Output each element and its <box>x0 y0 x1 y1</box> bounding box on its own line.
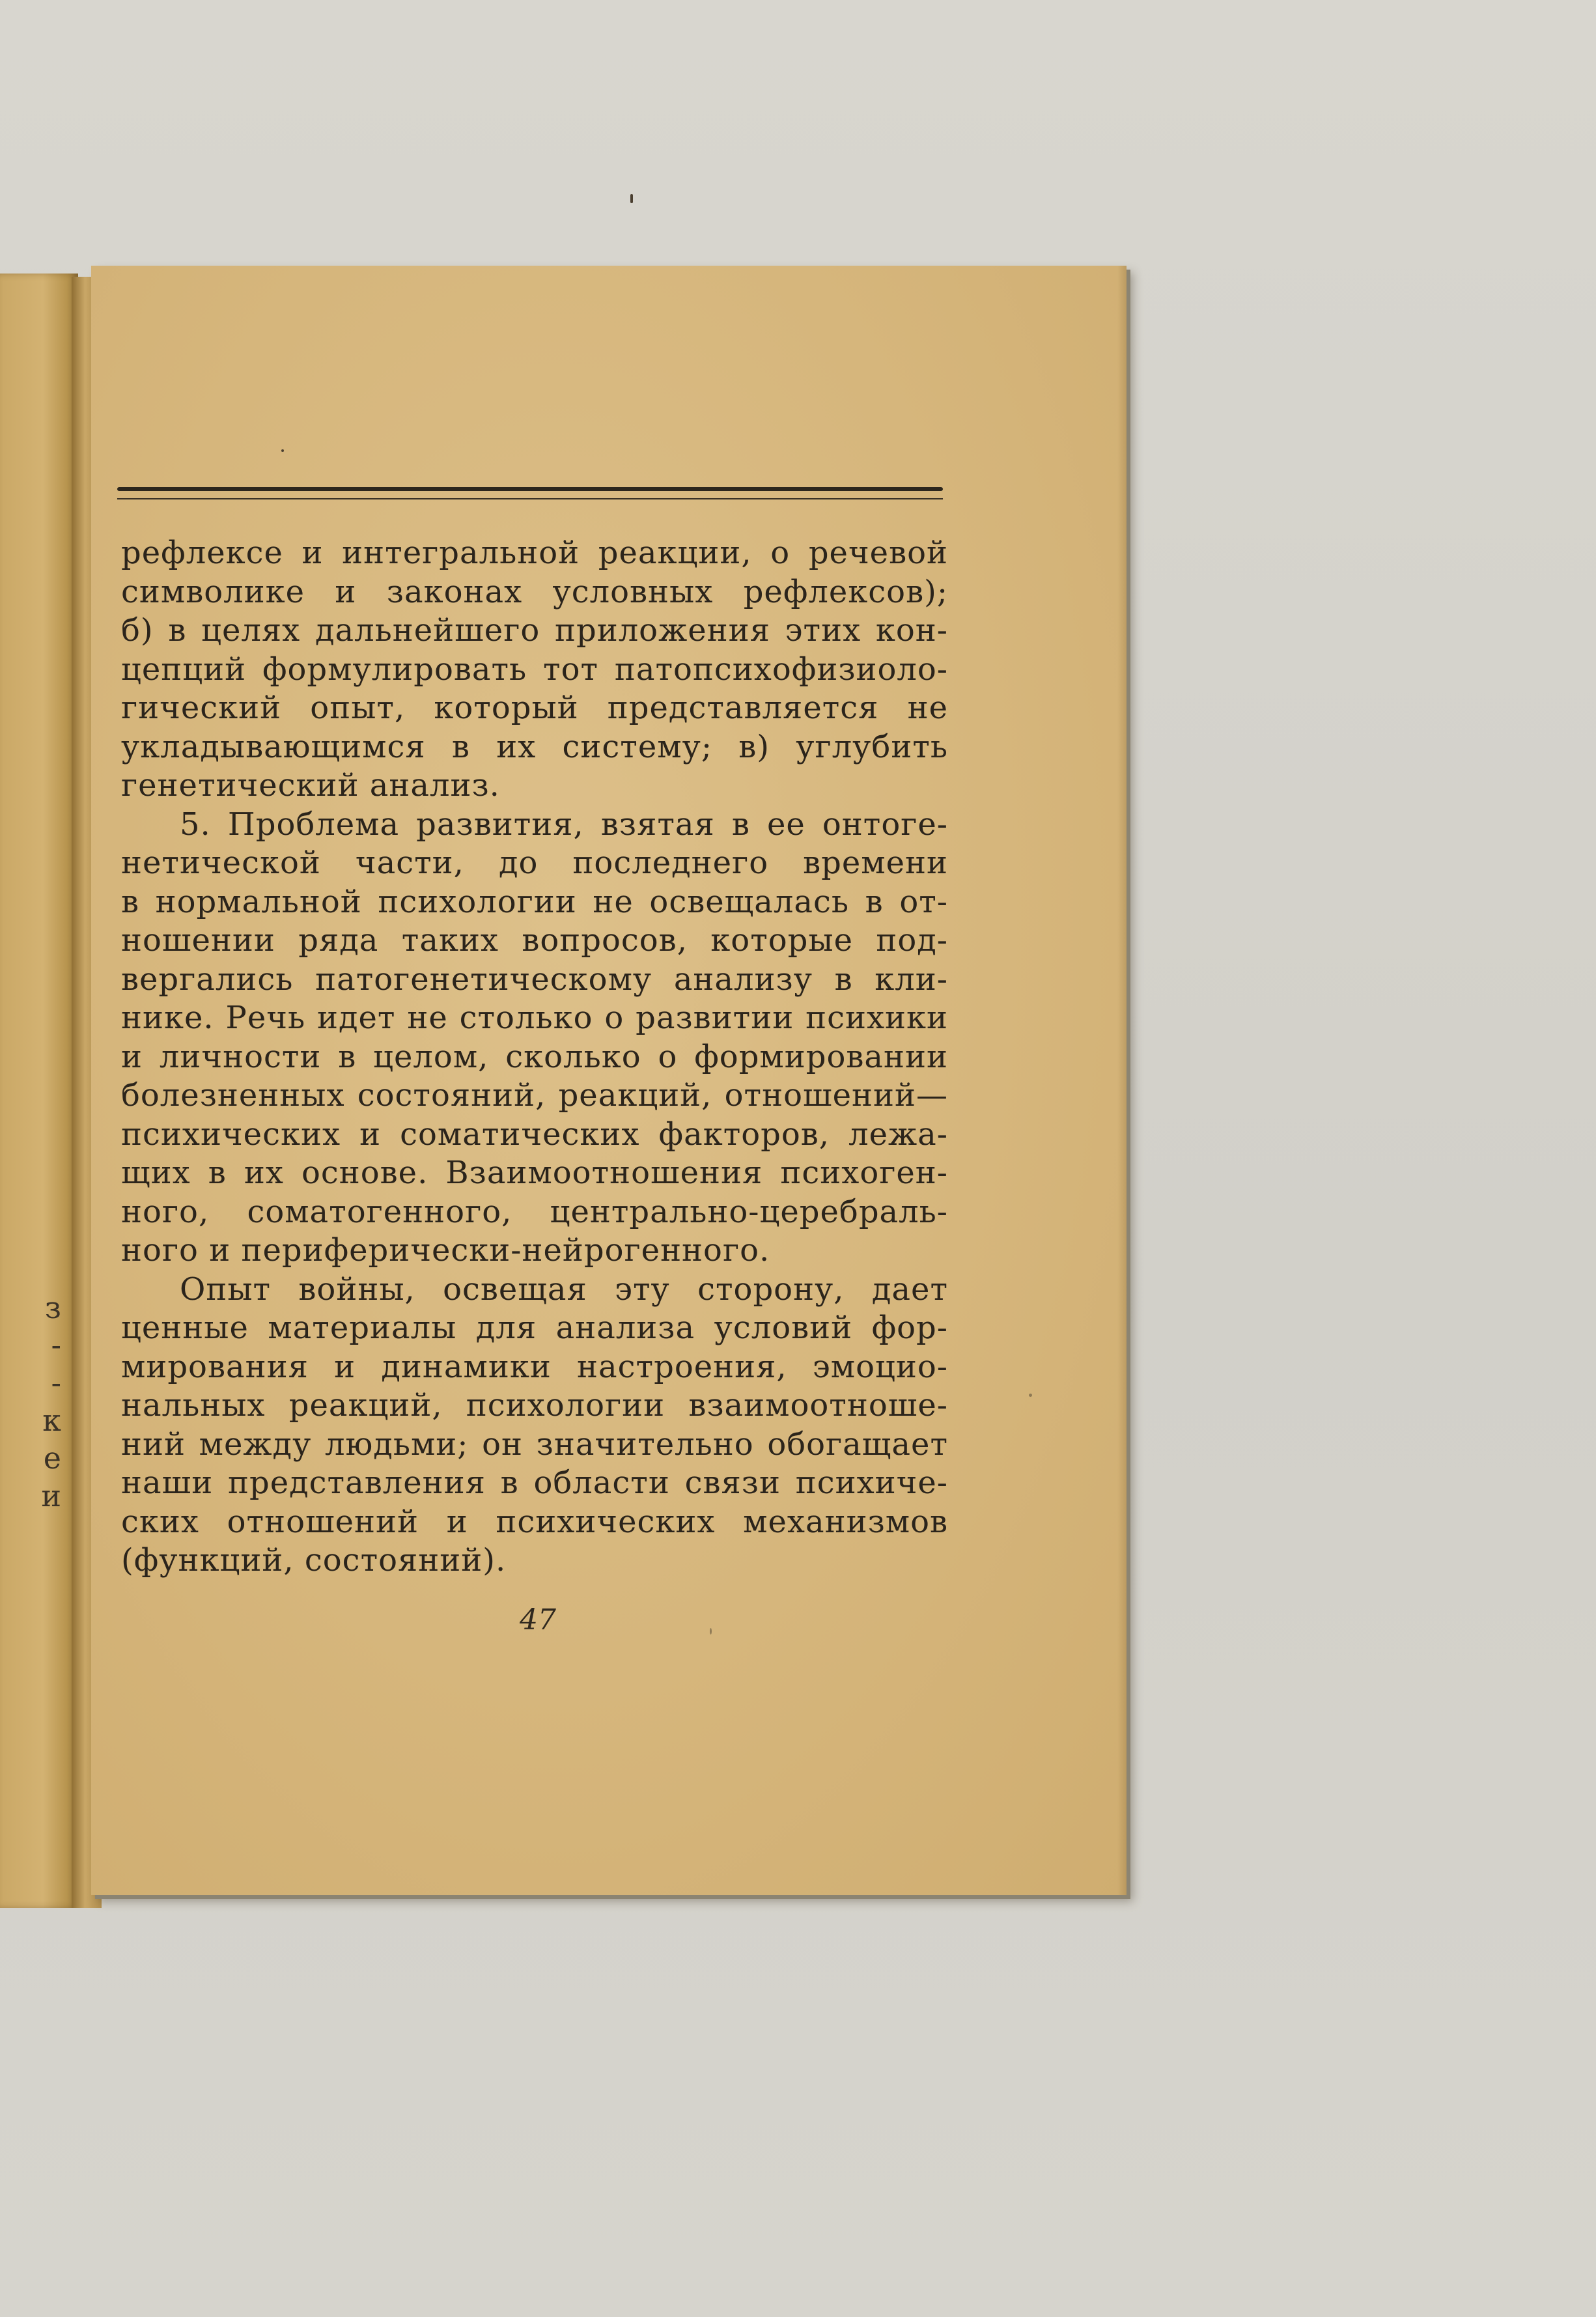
paper-speck <box>281 449 284 452</box>
text-line: 5. Проблема развития, взятая в ее онтоге- <box>180 806 948 843</box>
text-line: нальных реакций, психологии взаимоотноше- <box>121 1387 948 1424</box>
left-page-fragment: з <box>44 1290 61 1325</box>
text-line: б) в целях дальнейшего приложения этих кон- <box>121 612 948 649</box>
text-line: щих в их основе. Взаимоотношения психоген- <box>121 1155 948 1191</box>
text-line: мирования и динамики настроения, эмоцио- <box>121 1348 948 1385</box>
text-line: (функций, состояний). <box>121 1542 507 1579</box>
left-page-fragment: - <box>51 1327 61 1362</box>
text-line: наши представления в области связи психиче- <box>121 1465 948 1501</box>
paper-speck <box>630 194 633 203</box>
text-line: ношении ряда таких вопросов, которые под- <box>121 922 948 959</box>
left-page-fragment: е <box>43 1440 61 1476</box>
header-rule-thin <box>117 498 943 499</box>
text-line: генетический анализ. <box>121 767 500 804</box>
text-line: психических и соматических факторов, лежа- <box>121 1116 948 1153</box>
text-line: ного, соматогенного, центрально-церебраль- <box>121 1193 948 1230</box>
paper-speck <box>710 1628 712 1635</box>
text-line: вергались патогенетическому анализу в кли- <box>121 961 948 998</box>
text-line: Опыт войны, освещая эту сторону, дает <box>180 1271 948 1308</box>
left-page-fragment: и <box>41 1478 61 1513</box>
text-line: рефлексе и интегральной реакции, о речевой <box>121 535 948 571</box>
text-line: в нормальной психологии не освещалась в от- <box>121 883 948 920</box>
text-line: нике. Речь идет не столько о развитии психики <box>121 1000 948 1036</box>
text-line: ских отношений и психических механизмов <box>121 1503 948 1540</box>
paper-speck <box>1029 1394 1032 1397</box>
left-page-fragment: к <box>42 1403 61 1438</box>
left-page-edge <box>0 274 78 1908</box>
text-line: ного и периферически-нейрогенного. <box>121 1232 770 1269</box>
text-line: и личности в целом, сколько о формировании <box>121 1038 948 1075</box>
text-line: укладывающимся в их систему; в) углубить <box>121 728 948 765</box>
text-line: символике и законах условных рефлексов); <box>121 573 948 610</box>
page-number: 47 <box>520 1603 556 1636</box>
page-body-text <box>121 534 948 1580</box>
header-rule-thick <box>117 487 943 491</box>
text-line: ценные материалы для анализа условий фор- <box>121 1310 948 1346</box>
text-line: цепций формулировать тот патопсихофизиоло- <box>121 651 948 688</box>
left-page-fragment: - <box>51 1365 61 1400</box>
text-line: болезненных состояний, реакций, отношений— <box>121 1077 948 1114</box>
text-line: гический опыт, который представляется не <box>121 690 948 726</box>
text-line: ний между людьми; он значительно обогащает <box>121 1425 948 1463</box>
text-line: нетической части, до последнего времени <box>121 845 948 881</box>
